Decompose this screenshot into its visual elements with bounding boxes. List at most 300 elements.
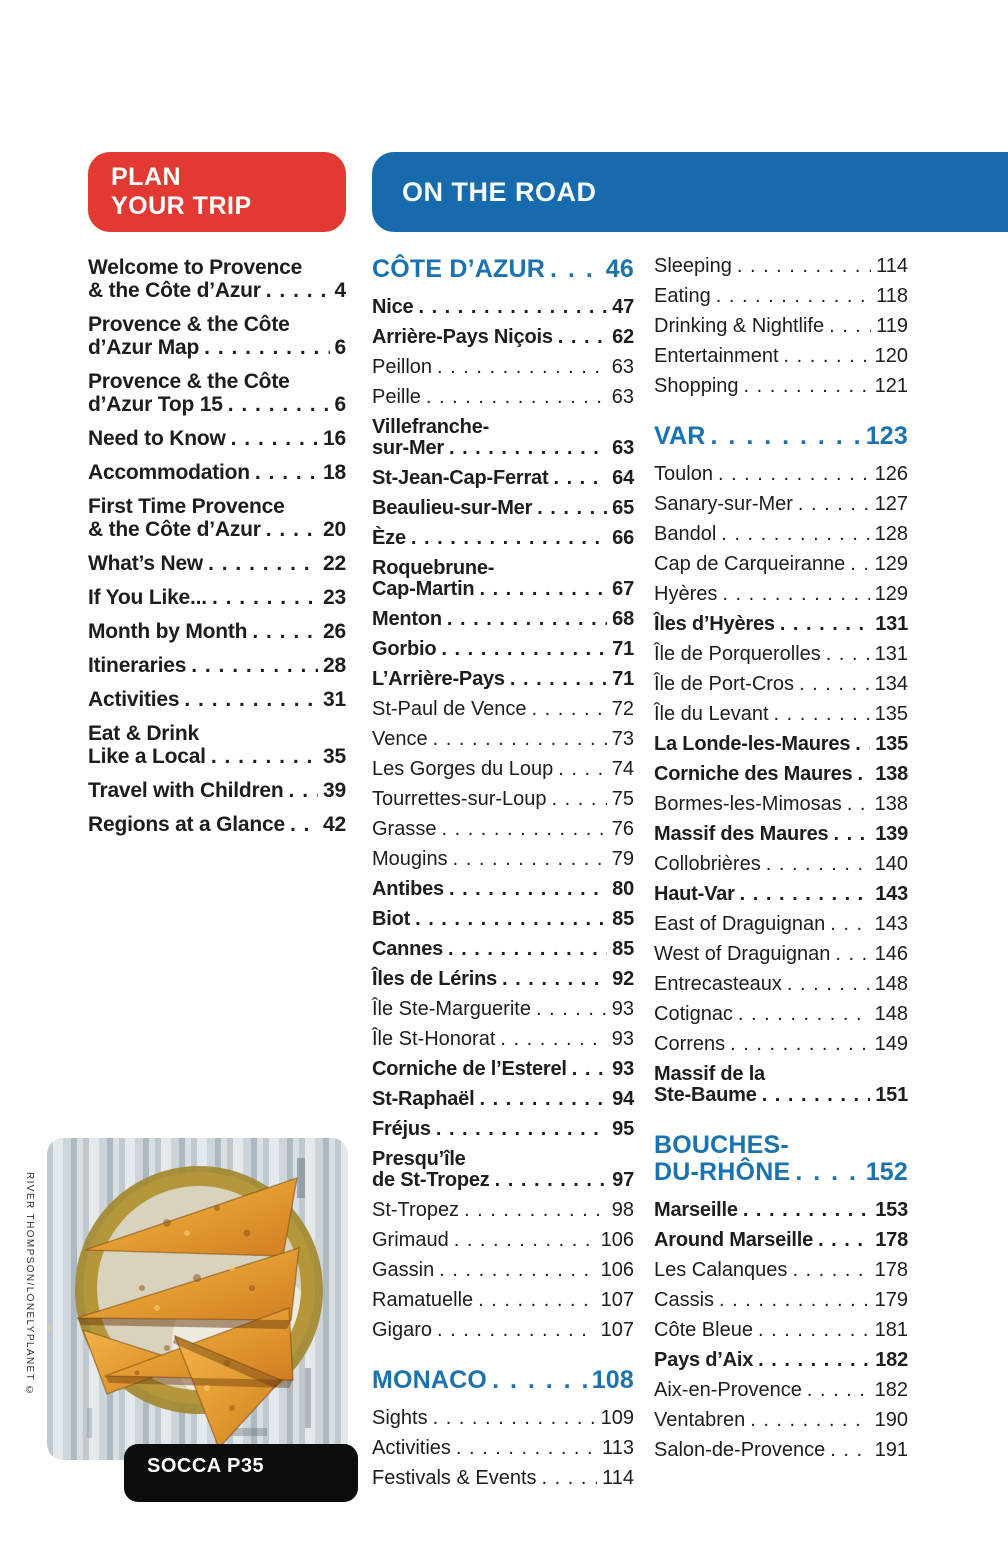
dot-leader: [826, 644, 870, 665]
toc-entry: [88, 722, 346, 768]
dot-leader: [447, 609, 607, 630]
page-number: 76: [611, 818, 634, 840]
page-number: 118: [876, 285, 908, 307]
socca-photo: [47, 1138, 348, 1460]
entry-title: Ventabren: [654, 1409, 746, 1431]
dot-leader: [758, 1350, 870, 1371]
dot-leader: [553, 468, 607, 489]
toc-entry: [654, 1350, 908, 1371]
entry-title: Les Calanques: [654, 1259, 788, 1281]
page-number: 138: [874, 793, 908, 815]
on-the-road-header: [372, 152, 1008, 232]
entry-title: Ste-Baume: [654, 1084, 757, 1106]
dot-leader: [437, 1320, 596, 1341]
entry-title: & the Côte d’Azur: [88, 518, 261, 541]
page-number: 140: [874, 853, 908, 875]
entry-title: Tourrettes-sur-Loup: [372, 788, 547, 810]
entry-title: If You Like...: [88, 586, 207, 609]
entry-title: Cassis: [654, 1289, 715, 1311]
dot-leader: [719, 1290, 870, 1311]
entry-title: Provence & the Côte: [88, 370, 290, 393]
page-number: 148: [874, 1003, 908, 1025]
entry-title: Pays d’Aix: [654, 1349, 754, 1371]
dot-leader: [542, 1468, 598, 1489]
entry-title: Haut-Var: [654, 883, 735, 905]
page-number: 135: [874, 703, 908, 725]
entry-title: Arrière-Pays Niçois: [372, 326, 553, 348]
page-number: 146: [874, 943, 908, 965]
toc-entry: [654, 704, 908, 725]
entry-title: Cannes: [372, 938, 444, 960]
page-number: 79: [611, 848, 634, 870]
dot-leader: [433, 729, 607, 750]
entry-title: sur-Mer: [372, 437, 444, 459]
page-number: 92: [612, 968, 634, 990]
toc-entry: [372, 1260, 634, 1281]
entry-title: Îles d’Hyères: [654, 613, 775, 635]
dot-leader: [502, 969, 607, 990]
page-number: 85: [612, 908, 634, 930]
dot-leader: [266, 518, 318, 541]
entry-title: Massif de la: [654, 1063, 765, 1085]
dot-leader: [716, 286, 871, 307]
entry-title: Activities: [88, 688, 180, 711]
toc-entry: [372, 999, 634, 1020]
toc-entry: [372, 1029, 634, 1050]
dot-leader: [439, 1260, 595, 1281]
dot-leader: [758, 1320, 870, 1341]
dot-leader: [426, 387, 607, 408]
entry-title: Like a Local: [88, 745, 206, 768]
toc-section-header: [654, 1132, 908, 1186]
dot-leader: [454, 1230, 596, 1251]
page-number: 68: [612, 608, 634, 630]
page-number: 31: [323, 688, 346, 711]
dot-leader: [449, 438, 607, 459]
toc-entry: [372, 1059, 634, 1080]
toc-entry: [88, 461, 346, 484]
page-number: 107: [600, 1319, 634, 1341]
toc-entry: [654, 794, 908, 815]
entry-title: Provence & the Côte: [88, 313, 290, 336]
entry-title: & the Côte d’Azur: [88, 279, 261, 302]
dot-leader: [411, 528, 607, 549]
dot-leader: [799, 674, 870, 695]
entry-title: Èze: [372, 527, 406, 549]
dot-leader: [830, 1440, 869, 1461]
toc-entry: [372, 1149, 634, 1191]
dot-leader: [830, 914, 869, 935]
toc-entry: [372, 789, 634, 810]
photo-caption-label: SOCCA P35: [147, 1455, 265, 1477]
entry-title: Itineraries: [88, 654, 187, 677]
dot-leader: [418, 297, 607, 318]
toc-entry: [372, 909, 634, 930]
entry-title: Menton: [372, 608, 442, 630]
photo-caption: [124, 1444, 358, 1502]
dot-leader: [552, 789, 607, 810]
entry-title: Entertainment: [654, 345, 779, 367]
dot-leader: [448, 939, 607, 960]
toc-entry: [654, 376, 908, 397]
page-number: 63: [611, 356, 634, 378]
page-number: 143: [875, 883, 908, 905]
toc-entry: [372, 357, 634, 378]
page-number: 129: [874, 553, 908, 575]
section-title: DU-RHÔNE: [654, 1158, 791, 1186]
entry-title: Peille: [372, 386, 421, 408]
toc-entry: [372, 327, 634, 348]
page-number: 23: [323, 586, 346, 609]
entry-title: Bormes-les-Mimosas: [654, 793, 842, 815]
toc-entry: [372, 1119, 634, 1140]
entry-title: St-Paul de Vence: [372, 698, 527, 720]
entry-title: Peillon: [372, 356, 433, 378]
toc-entry: [372, 1438, 634, 1459]
dot-leader: [433, 1408, 596, 1429]
toc-entry: [372, 1290, 634, 1311]
entry-title: Biot: [372, 908, 411, 930]
toc-entry: [372, 528, 634, 549]
page-number: 18: [323, 461, 346, 484]
entry-title: Île St-Honorat: [372, 1028, 496, 1050]
entry-title: Gigaro: [372, 1319, 433, 1341]
dot-leader: [191, 654, 318, 677]
page-number: 149: [874, 1033, 908, 1055]
toc-entry: [654, 854, 908, 875]
dot-leader: [550, 256, 601, 283]
dot-leader: [780, 614, 870, 635]
dot-leader: [537, 498, 607, 519]
socca-photo-illustration: [47, 1138, 348, 1460]
dot-leader: [744, 376, 870, 397]
plan-your-trip-line1: PLAN: [111, 163, 182, 191]
toc-entry: [88, 688, 346, 711]
dot-leader: [722, 584, 869, 605]
dot-leader: [289, 779, 318, 802]
page-number: 64: [612, 467, 634, 489]
dot-leader: [711, 423, 861, 450]
entry-title: Eat & Drink: [88, 722, 199, 745]
entry-title: Corniche de l’Esterel: [372, 1058, 567, 1080]
entry-title: Côte Bleue: [654, 1319, 753, 1341]
entry-title: Drinking & Nightlife: [654, 315, 825, 337]
toc-entry: [88, 313, 346, 359]
page-number: 153: [875, 1199, 908, 1221]
entry-title: Grimaud: [372, 1229, 449, 1251]
page-number: 26: [323, 620, 346, 643]
dot-leader: [500, 1029, 606, 1050]
page-number: 129: [874, 583, 908, 605]
page-number: 151: [875, 1084, 908, 1106]
entry-title: St-Jean-Cap-Ferrat: [372, 467, 549, 489]
toc-entry: [654, 524, 908, 545]
dot-leader: [436, 1119, 607, 1140]
entry-title: d’Azur Top 15: [88, 393, 223, 416]
dot-leader: [437, 357, 607, 378]
entry-title: Grasse: [372, 818, 437, 840]
toc-entry: [88, 552, 346, 575]
dot-leader: [740, 884, 871, 905]
entry-title: Need to Know: [88, 427, 226, 450]
toc-entry: [654, 464, 908, 485]
section-title: VAR: [654, 422, 706, 450]
dot-leader: [479, 1089, 607, 1110]
dot-leader: [208, 552, 318, 575]
dot-leader: [847, 794, 870, 815]
toc-entry: [654, 1200, 908, 1221]
toc-entry: [372, 387, 634, 408]
toc-entry: [372, 879, 634, 900]
page-number: 114: [876, 255, 908, 277]
page-number: 66: [612, 527, 634, 549]
page-number: 71: [612, 638, 634, 660]
dot-leader: [290, 813, 318, 836]
page-number: 67: [612, 578, 634, 600]
page-number: 85: [612, 938, 634, 960]
toc-entry: [88, 427, 346, 450]
page-number: 42: [323, 813, 346, 836]
page-number: 74: [611, 758, 634, 780]
page-number: 120: [874, 345, 908, 367]
toc-entry: [654, 944, 908, 965]
page-number: 178: [874, 1259, 908, 1281]
dot-leader: [252, 620, 318, 643]
page-number: 93: [612, 1058, 634, 1080]
toc-entry: [372, 558, 634, 600]
entry-title: Activities: [372, 1437, 451, 1459]
toc-entry: [654, 1064, 908, 1106]
dot-leader: [495, 1170, 608, 1191]
toc-entry: [372, 297, 634, 318]
toc-entry: [654, 1290, 908, 1311]
toc-entry: [372, 1320, 634, 1341]
toc-entry: [372, 609, 634, 630]
page-number: 107: [600, 1289, 634, 1311]
entry-title: Marseille: [654, 1199, 738, 1221]
entry-title: Villefranche-: [372, 416, 490, 438]
page-number: 39: [323, 779, 346, 802]
page-number: 126: [874, 463, 908, 485]
photo-credit: RIVER THOMPSON/LONELYPLANET ©: [24, 1172, 35, 1398]
page-number: 97: [612, 1169, 634, 1191]
entry-title: Collobrières: [654, 853, 761, 875]
dot-leader: [774, 704, 870, 725]
toc-entry: [654, 764, 908, 785]
dot-leader: [737, 256, 871, 277]
on-the-road-column-1: [372, 256, 634, 1498]
page-number: 181: [874, 1319, 908, 1341]
toc-entry: [654, 1380, 908, 1401]
toc-entry: [372, 417, 634, 459]
dot-leader: [833, 824, 870, 845]
toc-entry: [372, 639, 634, 660]
entry-title: L’Arrière-Pays: [372, 668, 505, 690]
entry-title: West of Draguignan: [654, 943, 831, 965]
toc-entry: [372, 969, 634, 990]
toc-entry: [88, 256, 346, 302]
page-number: 106: [600, 1259, 634, 1281]
dot-leader: [850, 554, 869, 575]
on-the-road-column-2: [654, 256, 908, 1470]
toc-entry: [654, 1440, 908, 1461]
page-number: 138: [875, 763, 908, 785]
page-number: 28: [323, 654, 346, 677]
entry-title: Massif des Maures: [654, 823, 829, 845]
toc-entry: [372, 1230, 634, 1251]
page-number: 62: [612, 326, 634, 348]
dot-leader: [572, 1059, 607, 1080]
page-number: 93: [611, 998, 634, 1020]
toc-entry: [654, 974, 908, 995]
dot-leader: [456, 1438, 597, 1459]
entry-title: Île de Porquerolles: [654, 643, 821, 665]
page-number: 106: [600, 1229, 634, 1251]
entry-title: Ramatuelle: [372, 1289, 474, 1311]
entry-title: Regions at a Glance: [88, 813, 285, 836]
toc-entry: [654, 494, 908, 515]
entry-title: de St-Tropez: [372, 1169, 490, 1191]
toc-entry: [372, 849, 634, 870]
page-number: 178: [875, 1229, 908, 1251]
dot-leader: [558, 327, 607, 348]
entry-title: Travel with Children: [88, 779, 284, 802]
page-number: 190: [874, 1409, 908, 1431]
entry-title: Île Ste-Marguerite: [372, 998, 531, 1020]
toc-entry: [654, 1320, 908, 1341]
page-number: 179: [874, 1289, 908, 1311]
plan-your-trip-column: [88, 256, 346, 847]
toc-entry: [654, 914, 908, 935]
page-number: 135: [875, 733, 908, 755]
entry-title: Beaulieu-sur-Mer: [372, 497, 533, 519]
page-number: 93: [611, 1028, 634, 1050]
toc-entry: [654, 674, 908, 695]
page-number: 71: [612, 668, 634, 690]
page-number: 113: [602, 1437, 634, 1459]
toc-entry: [654, 1260, 908, 1281]
plan-your-trip-header: [88, 152, 346, 232]
page-number: 46: [605, 255, 634, 283]
toc-entry: [654, 554, 908, 575]
dot-leader: [784, 346, 870, 367]
page-number: 152: [865, 1158, 908, 1186]
toc-entry: [372, 1089, 634, 1110]
dot-leader: [750, 1410, 869, 1431]
page-number: 47: [612, 296, 634, 318]
page-number: 6: [334, 336, 346, 359]
toc-entry: [654, 346, 908, 367]
entry-title: Mougins: [372, 848, 448, 870]
dot-leader: [795, 1159, 860, 1186]
toc-entry: [372, 729, 634, 750]
dot-leader: [532, 699, 607, 720]
dot-leader: [441, 819, 606, 840]
entry-title: Îles de Lérins: [372, 968, 498, 990]
page-number: 16: [323, 427, 346, 450]
entry-title: Around Marseille: [654, 1229, 814, 1251]
entry-title: Gassin: [372, 1259, 435, 1281]
toc-entry: [372, 819, 634, 840]
toc-entry: [654, 644, 908, 665]
entry-title: Presqu’île: [372, 1148, 466, 1170]
toc-entry: [654, 1034, 908, 1055]
page-number: 123: [865, 422, 908, 450]
page-number: 72: [611, 698, 634, 720]
toc-section-header: [372, 1367, 634, 1394]
entry-title: Entrecasteaux: [654, 973, 782, 995]
entry-title: Sights: [372, 1407, 428, 1429]
toc-entry: [654, 286, 908, 307]
entry-title: Cap-Martin: [372, 578, 475, 600]
on-the-road-label: ON THE ROAD: [402, 177, 597, 207]
dot-leader: [855, 734, 870, 755]
page-number: 65: [612, 497, 634, 519]
page-number: 35: [323, 745, 346, 768]
dot-leader: [453, 849, 607, 870]
toc-entry: [372, 498, 634, 519]
dot-leader: [204, 336, 329, 359]
entry-title: East of Draguignan: [654, 913, 826, 935]
page-number: 131: [874, 643, 908, 665]
page-number: 63: [611, 386, 634, 408]
toc-entry: [88, 779, 346, 802]
entry-title: Accommodation: [88, 461, 250, 484]
toc-entry: [654, 824, 908, 845]
toc-entry: [654, 1004, 908, 1025]
toc-entry: [88, 813, 346, 836]
dot-leader: [184, 688, 318, 711]
page-number: 143: [874, 913, 908, 935]
dot-leader: [762, 1085, 871, 1106]
page-number: 148: [874, 973, 908, 995]
toc-entry: [654, 734, 908, 755]
toc-entry: [372, 468, 634, 489]
entry-title: Aix-en-Provence: [654, 1379, 802, 1401]
page-number: 6: [334, 393, 346, 416]
page-number: 127: [874, 493, 908, 515]
section-title: BOUCHES-: [654, 1131, 789, 1159]
entry-title: Shopping: [654, 375, 739, 397]
toc-entry: [88, 495, 346, 541]
dot-leader: [212, 586, 318, 609]
page-number: 20: [323, 518, 346, 541]
entry-title: Île de Port-Cros: [654, 673, 795, 695]
toc-entry: [88, 620, 346, 643]
dot-leader: [479, 579, 607, 600]
dot-leader: [829, 316, 871, 337]
toc-entry: [654, 1410, 908, 1431]
dot-leader: [807, 1380, 870, 1401]
entry-title: Bandol: [654, 523, 717, 545]
dot-leader: [792, 1260, 869, 1281]
toc-entry: [88, 586, 346, 609]
entry-title: Sanary-sur-Mer: [654, 493, 793, 515]
dot-leader: [441, 639, 607, 660]
page-number: 134: [874, 673, 908, 695]
toc-entry: [654, 316, 908, 337]
section-title: CÔTE D’AZUR: [372, 255, 546, 283]
entry-title: Île du Levant: [654, 703, 769, 725]
dot-leader: [718, 464, 870, 485]
entry-title: Hyères: [654, 583, 718, 605]
dot-leader: [835, 944, 869, 965]
entry-title: Welcome to Provence: [88, 256, 303, 279]
entry-title: Cap de Carqueiranne: [654, 553, 846, 575]
toc-entry: [654, 884, 908, 905]
dot-leader: [766, 854, 870, 875]
page-number: 128: [874, 523, 908, 545]
